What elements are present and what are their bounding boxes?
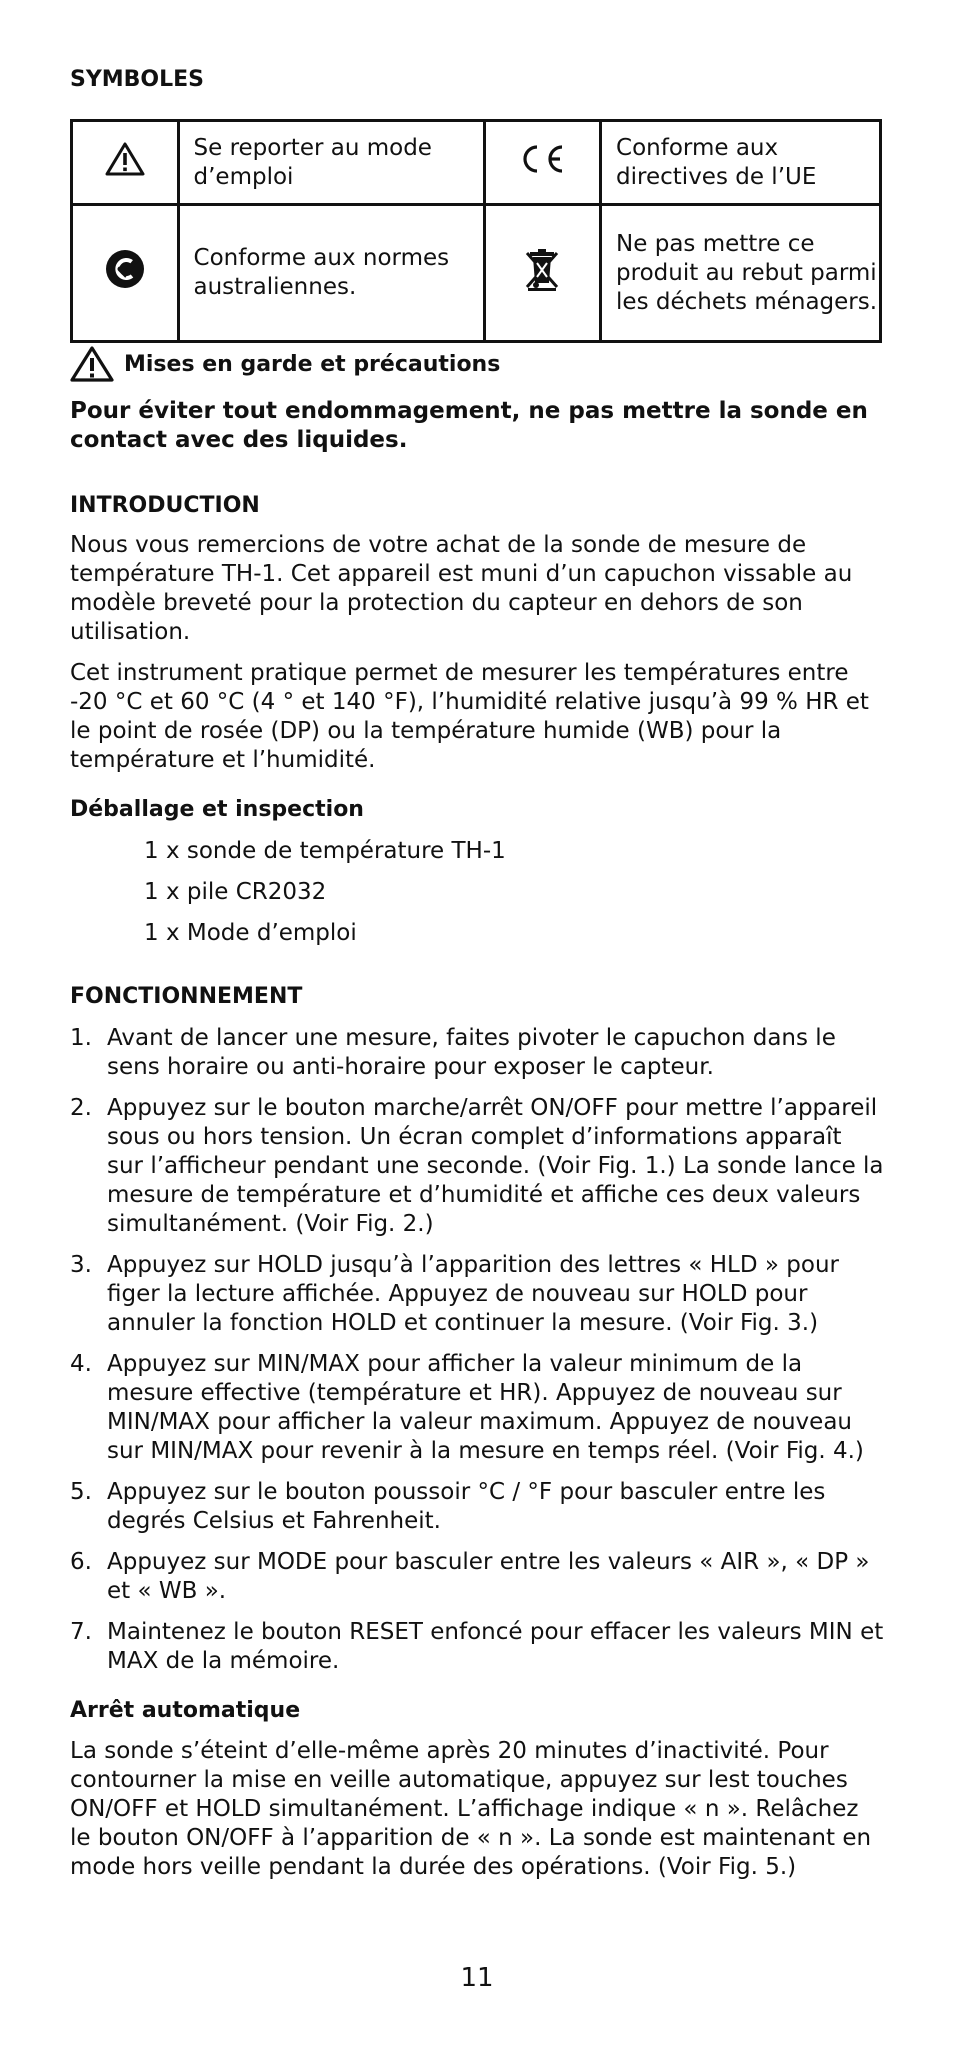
- list-item: 1 x pile CR2032: [144, 879, 327, 905]
- symbol-cell: [484, 205, 601, 342]
- step-item: [70, 1024, 884, 1082]
- step-item: [70, 1251, 884, 1338]
- step-item: [70, 1548, 884, 1606]
- step-number: 3.: [70, 1252, 92, 1278]
- introduction-heading: INTRODUCTION: [70, 493, 260, 518]
- introduction-paragraph: Cet instrument pratique permet de mesurer les températures entre -20 °C et 60 °C (4 ° et 140 °F), l’humidité relative jusqu’à 99 % HR et le point de rosée (DP) ou la température humide (WB) pour la température et l’humidité.: [70, 660, 869, 773]
- crossed-bin-icon: [525, 247, 559, 291]
- warning-triangle-icon: [105, 142, 145, 176]
- step-item: [70, 1478, 884, 1536]
- step-text: Appuyez sur le bouton poussoir °C / °F pour basculer entre les degrés Celsius et Fahrenheit.: [107, 1479, 826, 1534]
- symbols-row: [72, 121, 881, 205]
- list-item: 1 x sonde de température TH-1: [144, 838, 506, 864]
- symbol-description: Se reporter au mode d’emploi: [178, 121, 484, 205]
- warnings-title-text: Mises en garde et précautions: [124, 351, 501, 377]
- symbols-row: [72, 205, 881, 342]
- operation-heading: FONCTIONNEMENT: [70, 984, 303, 1009]
- symbols-heading: SYMBOLES: [70, 67, 205, 92]
- symbols-table: [70, 119, 882, 343]
- auto-off-heading: Arrêt automatique: [70, 1698, 301, 1723]
- step-number: 7.: [70, 1619, 92, 1645]
- step-item: [70, 1618, 884, 1676]
- step-number: 6.: [70, 1549, 92, 1575]
- step-number: 5.: [70, 1479, 92, 1505]
- step-text: Appuyez sur HOLD jusqu’à l’apparition des lettres « HLD » pour figer la lecture affichée. Appuyez de nouveau sur HOLD pour annuler la fonction HOLD et continuer la mesure. (Voir Fig. 3.): [107, 1252, 839, 1336]
- step-text: Appuyez sur le bouton marche/arrêt ON/OFF pour mettre l’appareil sous ou hors tension. Un écran complet d’informations apparaît sur l’afficheur pendant une seconde. (Voir Fig. 1.) La sonde lance la mesure de température et d’humidité et affiche ces deux valeurs simultanément. (Voir Fig. 2.): [107, 1095, 884, 1237]
- introduction-paragraph: Nous vous remercions de votre achat de la sonde de mesure de température TH-1. Cet appareil est muni d’un capuchon vissable au modèle breveté pour la protection du capteur en dehors de son utilisation.: [70, 532, 853, 645]
- warning-triangle-icon: [70, 346, 114, 382]
- symbol-cell: [72, 121, 179, 205]
- list-item: 1 x Mode d’emploi: [144, 920, 357, 946]
- step-item: [70, 1094, 884, 1239]
- step-number: 4.: [70, 1351, 92, 1377]
- step-number: 1.: [70, 1025, 92, 1051]
- step-text: Appuyez sur MIN/MAX pour afficher la valeur minimum de la mesure effective (température et HR). Appuyez de nouveau sur MIN/MAX pour afficher la valeur maximum. Appuyez de nouveau sur MIN/MAX pour revenir à la mesure en temps réel. (Voir Fig. 4.): [107, 1351, 864, 1464]
- step-text: Avant de lancer une mesure, faites pivoter le capuchon dans le sens horaire ou anti-horaire pour exposer le capteur.: [107, 1025, 836, 1080]
- warnings-title: [70, 346, 500, 382]
- step-text: Maintenez le bouton RESET enfoncé pour effacer les valeurs MIN et MAX de la mémoire.: [107, 1619, 884, 1674]
- step-number: 2.: [70, 1095, 92, 1121]
- symbol-cell: [484, 121, 601, 205]
- c-tick-mark-icon: [104, 248, 146, 290]
- symbol-description: Conforme aux directives de l’UE: [601, 121, 881, 205]
- unpacking-heading: Déballage et inspection: [70, 797, 364, 822]
- auto-off-paragraph: La sonde s’éteint d’elle-même après 20 minutes d’inactivité. Pour contourner la mise en veille automatique, appuyez sur lest touches ON/OFF et HOLD simultanément. L’affichage indique « n ». Relâchez le bouton ON/OFF à l’apparition de « n ». La sonde est maintenant en mode hors veille pendant la durée des opérations. (Voir Fig. 5.): [70, 1738, 872, 1880]
- symbol-cell: [72, 205, 179, 342]
- unpacking-list: [144, 837, 506, 960]
- page-number: 11: [460, 1963, 494, 1993]
- step-text: Appuyez sur MODE pour basculer entre les valeurs « AIR », « DP » et « WB ».: [107, 1549, 870, 1604]
- warnings-text: Pour éviter tout endommagement, ne pas mettre la sonde en contact avec des liquides.: [70, 398, 868, 453]
- ce-mark-icon: [516, 142, 568, 176]
- symbol-description: Ne pas mettre ce produit au rebut parmi les déchets ménagers.: [601, 205, 881, 342]
- step-item: [70, 1350, 884, 1466]
- operation-steps: [70, 1024, 884, 1688]
- symbol-description: Conforme aux normes australiennes.: [178, 205, 484, 342]
